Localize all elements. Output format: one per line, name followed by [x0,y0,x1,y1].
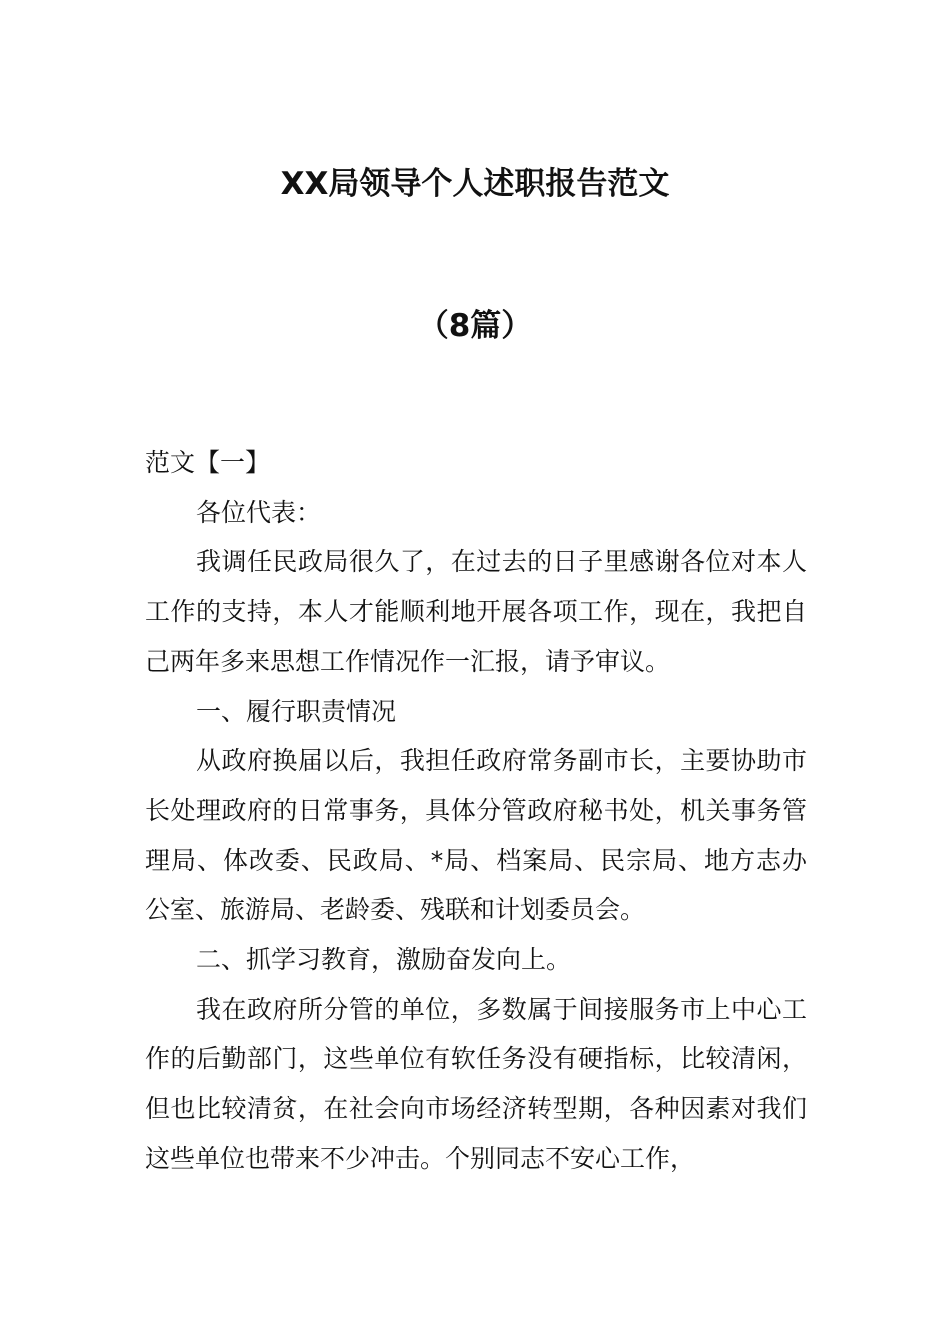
subheading: 二、抓学习教育，激励奋发向上。 [196,945,572,975]
subheading: 一、履行职责情况 [196,696,397,726]
salutation: 各位代表： [196,497,322,527]
section-heading: 范文【一】 [145,448,271,477]
paragraph: 我在政府所分管的单位，多数属于间接服务市上中心工作的后勤部门，这些单位有软任务没有硬指标，比较清闲，但也比较清贫，在社会向市场经济转型期，各种因素对我们这些单位也带来不少冲击。个别同志不安心工作， [145,994,807,1173]
document-title: XX局领导个人述职报告范文 [280,166,670,202]
document-body [145,438,807,1184]
paragraph: 我调任民政局很久了，在过去的日子里感谢各位对本人工作的支持，本人才能顺利地开展各项工作，现在，我把自己两年多来思想工作情况作一汇报，请予审议。 [145,547,807,676]
document-subtitle: （8篇） [417,308,533,344]
paragraph: 从政府换届以后，我担任政府常务副市长，主要协助市长处理政府的日常事务，具体分管政府秘书处，机关事务管理局、体改委、民政局、*局、档案局、民宗局、地方志办公室、旅游局、老龄委、残联和计划委员会。 [145,746,807,925]
